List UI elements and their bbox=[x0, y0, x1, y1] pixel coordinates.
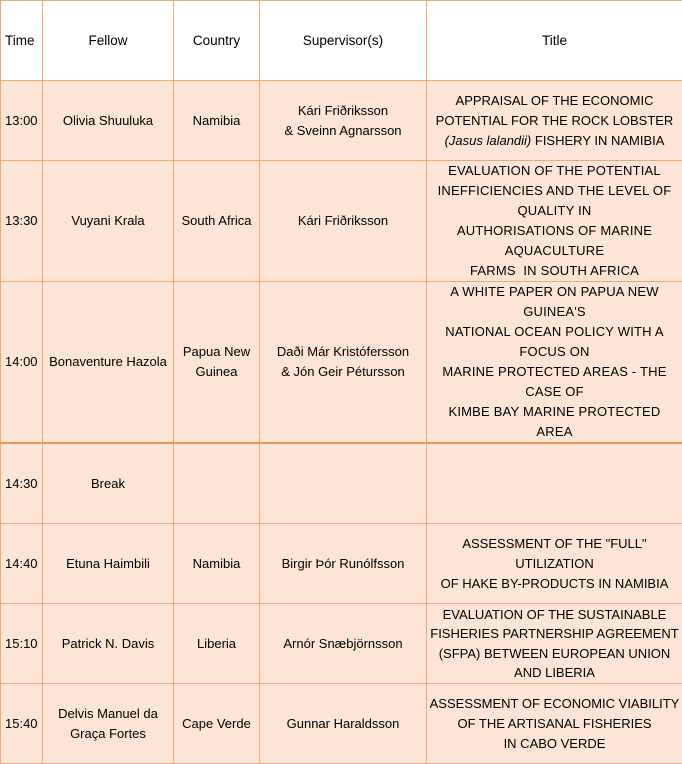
fellow-cell bbox=[43, 684, 174, 764]
title-line: EVALUATION OF THE POTENTIAL bbox=[429, 161, 680, 181]
title-cell bbox=[427, 443, 682, 524]
title-line: ASSESSMENT OF THE "FULL" UTILIZATION bbox=[429, 534, 680, 574]
title-line: AUTHORISATIONS OF MARINE AQUACULTURE bbox=[429, 221, 680, 261]
country-line: Papua New bbox=[176, 342, 257, 362]
supervisor-line: Birgir Þór Runólfsson bbox=[262, 554, 424, 574]
fellow-cell: Etuna Haimbili bbox=[43, 524, 174, 604]
title-line: APPRAISAL OF THE ECONOMIC bbox=[429, 91, 680, 111]
title-cell bbox=[427, 161, 682, 282]
header-time: Time bbox=[1, 1, 43, 81]
supervisors-cell bbox=[260, 81, 427, 161]
fellow-cell: Bonaventure Hazola bbox=[43, 282, 174, 444]
title-line bbox=[429, 131, 680, 151]
title-line: NATIONAL OCEAN POLICY WITH A FOCUS ON bbox=[429, 322, 680, 362]
fellow-cell: Olivia Shuuluka bbox=[43, 81, 174, 161]
country-cell: Liberia bbox=[174, 604, 260, 684]
title-line: IN CABO VERDE bbox=[429, 734, 680, 754]
table-row-break bbox=[1, 443, 682, 524]
table-row bbox=[1, 604, 682, 684]
time-cell: 14:40 bbox=[1, 524, 43, 604]
country-cell bbox=[174, 282, 260, 444]
header-supervisors: Supervisor(s) bbox=[260, 1, 427, 81]
title-cell bbox=[427, 81, 682, 161]
time-cell: 14:30 bbox=[1, 443, 43, 524]
title-line: ASSESSMENT OF ECONOMIC VIABILITY bbox=[429, 694, 680, 714]
country-cell bbox=[174, 443, 260, 524]
title-tail: FISHERY IN NAMIBIA bbox=[531, 133, 664, 148]
table-row bbox=[1, 684, 682, 764]
time-cell: 15:10 bbox=[1, 604, 43, 684]
fellow-cell: Break bbox=[43, 443, 174, 524]
table-row bbox=[1, 282, 682, 444]
country-cell: Cape Verde bbox=[174, 684, 260, 764]
supervisor-line: Gunnar Haraldsson bbox=[262, 714, 424, 734]
supervisor-line: Daði Már Kristófersson bbox=[262, 342, 424, 362]
title-line: OF THE ARTISANAL FISHERIES bbox=[429, 714, 680, 734]
fellow-cell: Vuyani Krala bbox=[43, 161, 174, 282]
supervisor-line: & Sveinn Agnarsson bbox=[262, 121, 424, 141]
header-country: Country bbox=[174, 1, 260, 81]
supervisors-cell bbox=[260, 524, 427, 604]
header-fellow: Fellow bbox=[43, 1, 174, 81]
time-cell: 13:00 bbox=[1, 81, 43, 161]
table-row bbox=[1, 161, 682, 282]
title-line: FARMS IN SOUTH AFRICA bbox=[429, 261, 680, 281]
time-cell: 13:30 bbox=[1, 161, 43, 282]
table-row bbox=[1, 81, 682, 161]
header-title: Title bbox=[427, 1, 682, 81]
title-line: EVALUATION OF THE SUSTAINABLE bbox=[429, 605, 680, 625]
title-line: OF HAKE BY-PRODUCTS IN NAMIBIA bbox=[429, 574, 680, 594]
fellow-line: Graça Fortes bbox=[45, 724, 171, 744]
title-cell bbox=[427, 524, 682, 604]
header-row bbox=[1, 1, 682, 81]
title-cell bbox=[427, 604, 682, 684]
title-line: (SFPA) BETWEEN EUROPEAN UNION bbox=[429, 644, 680, 664]
country-cell: Namibia bbox=[174, 81, 260, 161]
supervisor-line: Arnór Snæbjörnsson bbox=[262, 634, 424, 654]
fellow-cell: Patrick N. Davis bbox=[43, 604, 174, 684]
country-cell: Namibia bbox=[174, 524, 260, 604]
supervisors-cell bbox=[260, 604, 427, 684]
species-name: (Jasus lalandii) bbox=[445, 133, 532, 148]
time-cell: 15:40 bbox=[1, 684, 43, 764]
supervisors-cell bbox=[260, 282, 427, 444]
country-line: Guinea bbox=[176, 362, 257, 382]
title-line: MARINE PROTECTED AREAS - THE CASE OF bbox=[429, 362, 680, 402]
title-line: INEFFICIENCIES AND THE LEVEL OF QUALITY IN bbox=[429, 181, 680, 221]
title-line: KIMBE BAY MARINE PROTECTED AREA bbox=[429, 402, 680, 442]
time-cell: 14:00 bbox=[1, 282, 43, 444]
fellow-line: Delvis Manuel da bbox=[45, 704, 171, 724]
title-line: FISHERIES PARTNERSHIP AGREEMENT bbox=[429, 624, 680, 644]
title-line: A WHITE PAPER ON PAPUA NEW GUINEA'S bbox=[429, 282, 680, 322]
supervisors-cell bbox=[260, 443, 427, 524]
supervisors-cell bbox=[260, 161, 427, 282]
supervisors-cell bbox=[260, 684, 427, 764]
supervisor-line: & Jón Geir Pétursson bbox=[262, 362, 424, 382]
supervisor-line: Kári Friðriksson bbox=[262, 101, 424, 121]
title-cell bbox=[427, 282, 682, 444]
supervisor-line: Kári Friðriksson bbox=[262, 211, 424, 231]
title-line: AND LIBERIA bbox=[429, 663, 680, 683]
title-line: POTENTIAL FOR THE ROCK LOBSTER bbox=[429, 111, 680, 131]
table-row bbox=[1, 524, 682, 604]
title-cell bbox=[427, 684, 682, 764]
country-cell: South Africa bbox=[174, 161, 260, 282]
